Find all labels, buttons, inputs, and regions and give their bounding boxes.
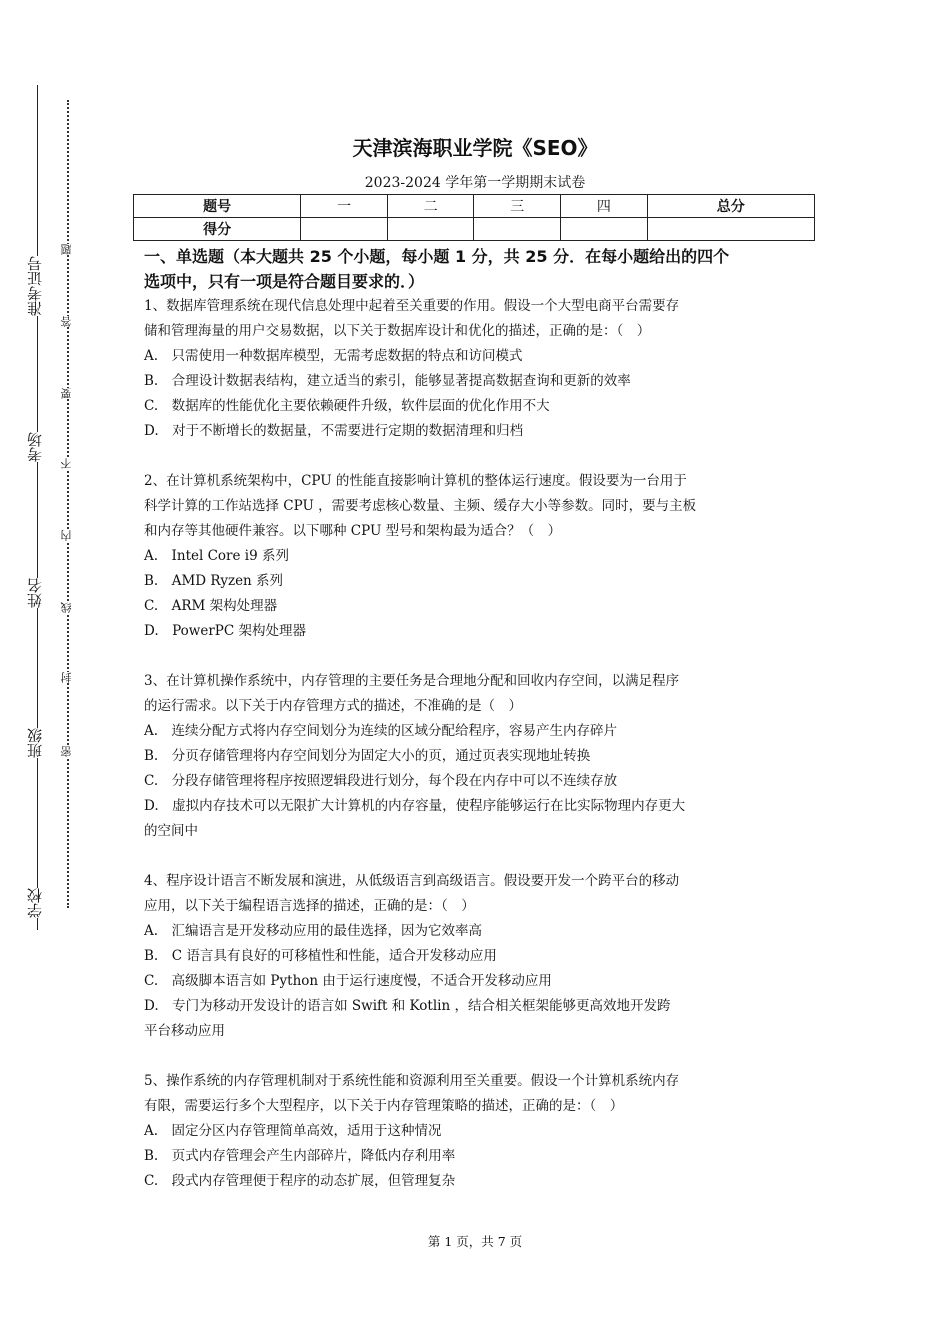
- option-d[interactable]: D. PowerPC 架构处理器: [144, 623, 306, 639]
- seal-dotted-line: [67, 100, 69, 908]
- score-input-cell[interactable]: [474, 218, 561, 241]
- seal-word: 密: [60, 746, 73, 757]
- option-b[interactable]: B. AMD Ryzen 系列: [144, 573, 284, 589]
- seal-word: 内: [60, 530, 73, 541]
- option-b[interactable]: B. 合理设计数据表结构，建立适当的索引，能够显著提高数据查询和更新的效率: [144, 373, 631, 389]
- question-stem-line: 科学计算的工作站选择 CPU ，需要考虑核心数量、主频、缓存大小等参数。同时，要与主板: [144, 498, 697, 514]
- question-stem-line: 应用，以下关于编程语言选择的描述，正确的是：（ ）: [144, 898, 475, 914]
- score-cell: 一: [301, 195, 388, 218]
- option-b[interactable]: B. 分页存储管理将内存空间划分为固定大小的页，通过页表实现地址转换: [144, 748, 591, 764]
- option-a[interactable]: A. 固定分区内存管理简单高效，适用于这种情况: [144, 1123, 442, 1139]
- option-a[interactable]: A. 汇编语言是开发移动应用的最佳选择，因为它效率高: [144, 923, 483, 939]
- question-stem-line: 储和管理海量的用户交易数据，以下关于数据库设计和优化的描述，正确的是：（ ）: [144, 323, 651, 339]
- score-cell: 三: [474, 195, 561, 218]
- question-1: [144, 294, 814, 444]
- question-4: [144, 869, 814, 1044]
- option-c[interactable]: C. 数据库的性能优化主要依赖硬件升级，软件层面的优化作用不大: [144, 398, 550, 414]
- seal-word: 要: [60, 388, 73, 399]
- label-exam-room: 考场: [27, 432, 47, 462]
- option-a[interactable]: A. 连续分配方式将内存空间划分为连续的区域分配给程序，容易产生内存碎片: [144, 723, 618, 739]
- exam-title: 天津滨海职业学院《SEO》: [352, 136, 598, 160]
- seal-word: 不: [60, 458, 73, 469]
- label-exam-number: 准考证号: [27, 256, 47, 316]
- question-stem-line: 4、程序设计语言不断发展和演进，从低级语言到高级语言。假设要开发一个跨平台的移动: [144, 873, 680, 889]
- seal-word: 线: [60, 602, 73, 613]
- question-3: [144, 669, 814, 844]
- option-d[interactable]: D. 专门为移动开发设计的语言如 Swift 和 Kotlin ，结合相关框架能够更高效地开发跨: [144, 998, 671, 1014]
- exam-content: [144, 244, 814, 1194]
- label-school: 学校: [27, 888, 47, 918]
- option-d[interactable]: D. 虚拟内存技术可以无限扩大计算机的内存容量，使程序能够运行在比实际物理内存更大: [144, 798, 686, 814]
- option-c[interactable]: C. 段式内存管理便于程序的动态扩展，但管理复杂: [144, 1173, 456, 1189]
- option-b[interactable]: B. C 语言具有良好的可移植性和性能，适合开发移动应用: [144, 948, 497, 964]
- option-c[interactable]: C. 分段存储管理将程序按照逻辑段进行划分，每个段在内存中可以不连续存放: [144, 773, 618, 789]
- seal-word: 题: [60, 244, 73, 255]
- question-stem-line: 和内存等其他硬件兼容。以下哪种 CPU 型号和架构最为适合？（ ）: [144, 523, 562, 539]
- option-d-continued: 的空间中: [144, 823, 198, 839]
- question-stem-line: 2、在计算机系统架构中，CPU 的性能直接影响计算机的整体运行速度。假设要为一台用于: [144, 473, 687, 489]
- option-c[interactable]: C. 高级脚本语言如 Python 由于运行速度慢，不适合开发移动应用: [144, 973, 552, 989]
- section-title-line: 选项中，只有一项是符合题目要求的．）: [144, 272, 425, 291]
- option-d-continued: 平台移动应用: [144, 1023, 225, 1039]
- score-table-score-row: [134, 218, 815, 241]
- score-cell: 得分: [134, 218, 301, 241]
- section-title-line: 一、单选题（本大题共 25 个小题，每小题 1 分，共 25 分．在每小题给出的四个: [144, 247, 730, 266]
- score-input-cell[interactable]: [647, 218, 814, 241]
- option-a[interactable]: A. 只需使用一种数据库模型，无需考虑数据的特点和访问模式: [144, 348, 523, 364]
- score-input-cell[interactable]: [301, 218, 388, 241]
- label-name: 姓名: [27, 578, 47, 608]
- score-cell: 二: [387, 195, 474, 218]
- option-b[interactable]: B. 页式内存管理会产生内部碎片，降低内存利用率: [144, 1148, 456, 1164]
- score-input-cell[interactable]: [561, 218, 648, 241]
- option-a[interactable]: A. Intel Core i9 系列: [144, 548, 289, 564]
- page-footer: 第 1 页，共 7 页: [427, 1234, 523, 1249]
- score-cell: 四: [561, 195, 648, 218]
- score-table: [133, 194, 815, 241]
- score-cell: 题号: [134, 195, 301, 218]
- question-2: [144, 469, 814, 644]
- score-cell: 总分: [647, 195, 814, 218]
- question-stem-line: 的运行需求。以下关于内存管理方式的描述，不准确的是（ ）: [144, 698, 522, 714]
- section-title: [144, 244, 814, 294]
- label-class: 班级: [27, 728, 47, 758]
- binding-margin: [0, 0, 120, 1344]
- margin-solid-line: [37, 85, 38, 930]
- option-d[interactable]: D. 对于不断增长的数据量，不需要进行定期的数据清理和归档: [144, 423, 524, 439]
- score-input-cell[interactable]: [387, 218, 474, 241]
- question-stem-line: 1、数据库管理系统在现代信息处理中起着至关重要的作用。假设一个大型电商平台需要存: [144, 298, 680, 314]
- question-5: [144, 1069, 814, 1194]
- question-stem-line: 3、在计算机操作系统中，内存管理的主要任务是合理地分配和回收内存空间，以满足程序: [144, 673, 680, 689]
- score-table-header-row: [134, 195, 815, 218]
- question-stem-line: 5、操作系统的内存管理机制对于系统性能和资源利用至关重要。假设一个计算机系统内存: [144, 1073, 680, 1089]
- seal-word: 答: [60, 316, 73, 327]
- question-stem-line: 有限，需要运行多个大型程序，以下关于内存管理策略的描述，正确的是：（ ）: [144, 1098, 624, 1114]
- option-c[interactable]: C. ARM 架构处理器: [144, 598, 278, 614]
- exam-subtitle: 2023-2024 学年第一学期期末试卷: [364, 175, 586, 191]
- seal-word: 封: [60, 672, 73, 683]
